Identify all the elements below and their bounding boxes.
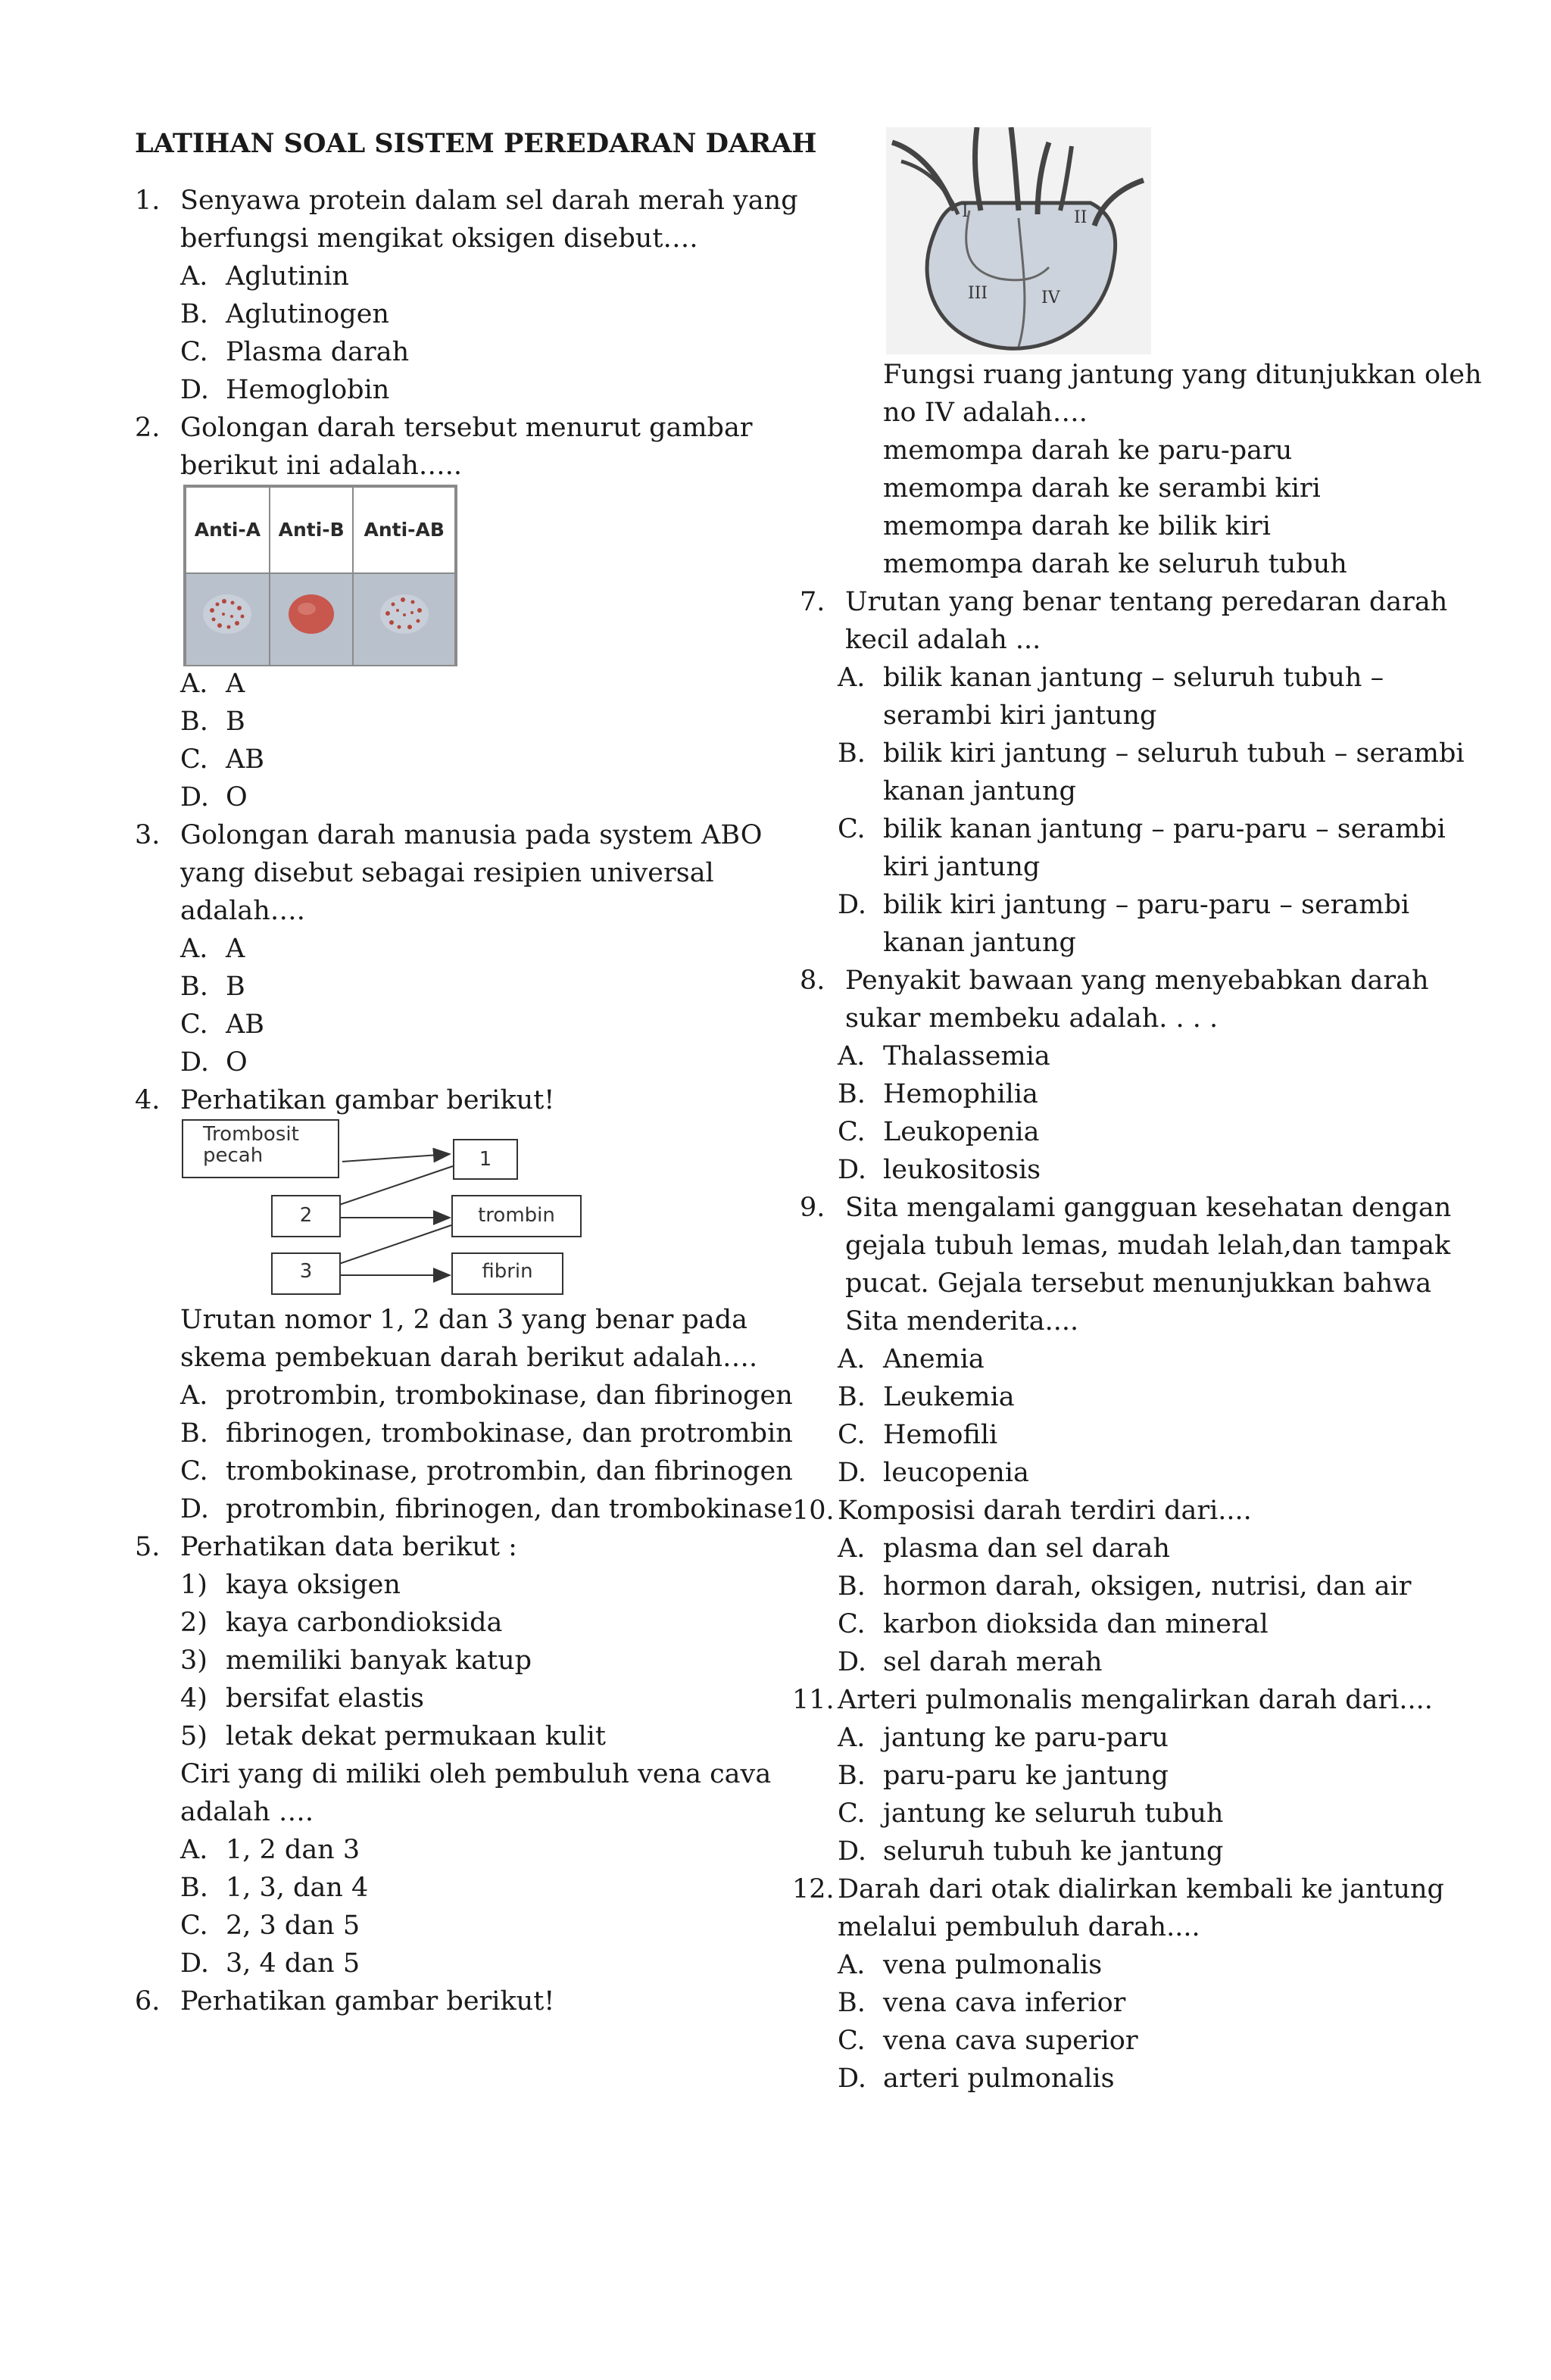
anti-a-label: Anti-A (186, 487, 270, 573)
question-6-text: Fungsi ruang jantung yang ditunjukkan oleh no IV adalah…. (883, 360, 1482, 428)
blood-type-figure (183, 485, 457, 666)
question-7-options: A. bilik kanan jantung – seluruh tubuh – serambi kiri jantung B. bilik kiri jantung – seluruh tubuh – serambi kanan jantung C. bilik kanan jantung – paru-paru – serambi kiri jantung D. bilik kiri jantung – paru-paru – serambi kanan jantung (838, 663, 1465, 958)
option-line: memompa darah ke bilik kiri (883, 511, 1271, 541)
question-text: Senyawa protein dalam sel darah merah yang berfungsi mengikat oksigen disebut…. (180, 186, 798, 254)
question-8-options: A. Thalassemia B. Hemophilia C. Leukopenia D. leukositosis (838, 1041, 1050, 1185)
option-line: memompa darah ke seluruh tubuh (883, 549, 1347, 579)
question-5-items: 1) kaya oksigen 2) kaya carbondioksida 3) memiliki banyak katup 4) bersifat elastis 5) letak dekat permukaan kulit (180, 1570, 606, 1751)
box-1: 1 (453, 1139, 518, 1180)
trombosit-pecah-box: Trombosit pecah (182, 1119, 339, 1178)
heart-drawing (886, 127, 1151, 354)
option-a: A. Aglutinin (180, 261, 349, 292)
question-6-options (883, 432, 1512, 583)
anti-ab-label: Anti-AB (353, 487, 455, 573)
page-title: LATIHAN SOAL SISTEM PEREDARAN DARAH (135, 128, 817, 159)
question-11-options: A. jantung ke paru-paru B. paru-paru ke jantung C. jantung ke seluruh tubuh D. seluruh tubuh ke jantung (838, 1723, 1224, 1867)
question-2-options: A. A B. B C. AB D. O (180, 669, 264, 813)
option-b: B. Aglutinogen (180, 299, 389, 329)
question-3-options: A. A B. B C. AB D. O (180, 934, 264, 1078)
question-9-options: A. Anemia B. Leukemia C. Hemofili D. leucopenia (838, 1344, 1029, 1488)
clotting-diagram (182, 1119, 591, 1301)
question-5-options: A. 1, 2 dan 3 B. 1, 3, dan 4 C. 2, 3 dan 5 D. 3, 4 dan 5 (180, 1835, 369, 1979)
heart-figure (886, 127, 1151, 354)
option-line: memompa darah ke serambi kiri (883, 473, 1321, 504)
heart-label-ii: II (1074, 208, 1088, 227)
box-trombin: trombin (451, 1195, 582, 1237)
heart-label-i: I (962, 202, 969, 221)
anti-b-label: Anti-B (270, 487, 354, 573)
heart-label-iv: IV (1041, 289, 1060, 307)
question-10-options: A. plasma dan sel darah B. hormon darah, oksigen, nutrisi, dan air C. karbon dioksida dan mineral D. sel darah merah (838, 1533, 1412, 1677)
anti-ab-well (353, 573, 455, 666)
box-fibrin: fibrin (451, 1252, 563, 1295)
question-12-options: A. vena pulmonalis B. vena cava inferior C. vena cava superior D. arteri pulmonalis (838, 1950, 1138, 2094)
question-4-text: Urutan nomor 1, 2 dan 3 yang benar pada skema pembekuan darah berikut adalah…. (180, 1305, 758, 1373)
option-d: D. Hemoglobin (180, 375, 390, 405)
heart-label-iii: III (968, 284, 988, 303)
box-3: 3 (271, 1252, 341, 1295)
question-5-text: Ciri yang di miliki oleh pembuluh vena cava adalah …. (180, 1759, 772, 1827)
question-number: 1. (135, 186, 161, 216)
option-line: memompa darah ke paru-paru (883, 435, 1293, 466)
box-2: 2 (271, 1195, 341, 1237)
option-c: C. Plasma darah (180, 337, 410, 367)
question-1-options (180, 257, 816, 409)
question-4-options: A. protrombin, trombokinase, dan fibrinogen B. fibrinogen, trombokinase, dan protrombin C. trombokinase, protrombin, dan fibrinogen D. protrombin, fibrinogen, dan trombokinase (180, 1380, 793, 1524)
anti-b-well (270, 573, 354, 666)
anti-a-well (186, 573, 270, 666)
